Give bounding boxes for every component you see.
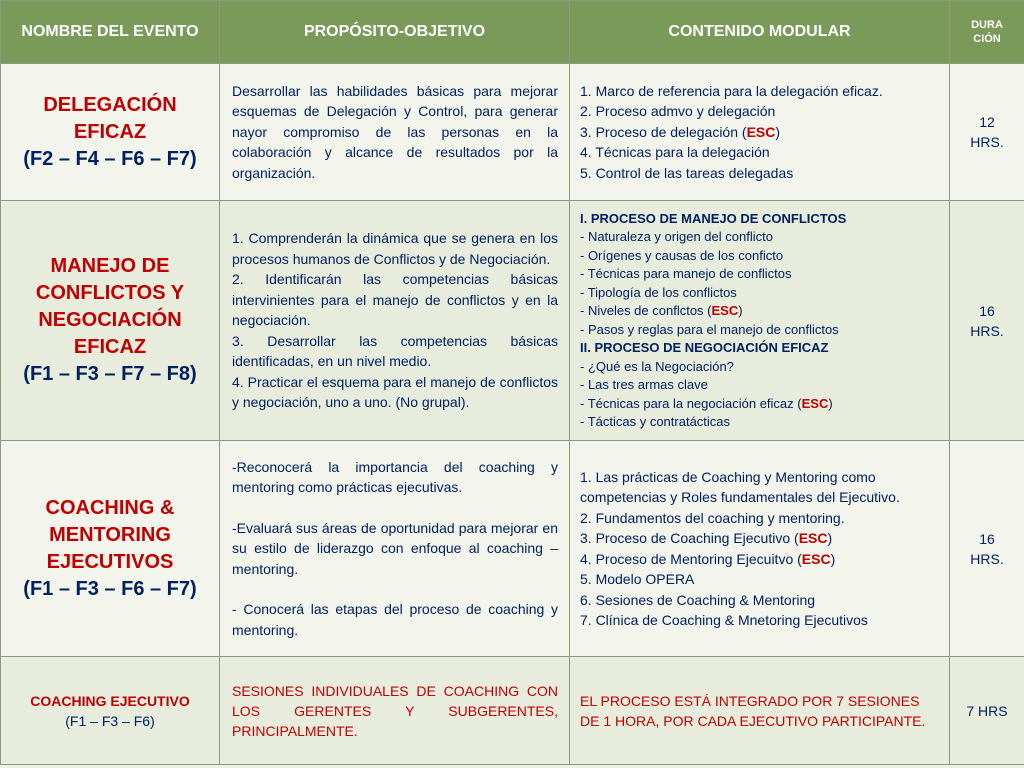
content-cell [570, 657, 950, 765]
event-name-line: MANEJO DE [50, 255, 170, 277]
header-duration-part-2: CIÓN [973, 33, 1001, 45]
table-row [1, 64, 1024, 201]
duration-cell: 16 HRS. [950, 441, 1024, 657]
content-line: - Orígenes y causas de los conficto [580, 247, 784, 263]
content-heading: I. PROCESO DE MANEJO DE CONFLICTOS [580, 210, 847, 226]
table-row [1, 201, 1024, 441]
event-name-cell [1, 64, 220, 201]
purpose-cell [220, 64, 570, 201]
event-name-cell [1, 441, 220, 657]
purpose-text: 4. Practicar el esquema para el manejo de conflictos y negociación, uno a uno. (No grupal). [232, 373, 558, 411]
table-header-row [1, 1, 1024, 64]
content-cell [570, 64, 950, 201]
content-line: - Niveles de conflctos (ESC) [580, 303, 743, 318]
header-purpose: PROPÓSITO-OBJETIVO [220, 1, 570, 64]
content-line: 1. Marco de referencia para la delegación eficaz. [580, 82, 883, 99]
purpose-cell [220, 657, 570, 765]
content-line: 2. Fundamentos del coaching y mentoring. [580, 509, 845, 526]
purpose-text: 3. Desarrollar las competencias básicas identificadas, en un nivel medio. [232, 332, 558, 370]
purpose-text: 2. Identificarán las competencias básicas intervinientes para el manejo de conflictos y en la negociación. [232, 271, 558, 329]
purpose-cell [220, 441, 570, 657]
content-line: - ¿Qué es la Negociación? [580, 358, 734, 374]
content-line: 4. Proceso de Mentoring Ejecuitvo (ESC) [580, 550, 836, 567]
content-line: 3. Proceso de Coaching Ejecutivo (ESC) [580, 530, 833, 546]
event-codes: (F1 – F3 – F6 – F7) [23, 577, 197, 600]
event-name-line: COACHING & [45, 496, 175, 519]
duration-cell: 7 HRS [950, 657, 1024, 765]
esc-tag: ESC [798, 530, 828, 546]
content-line: - Técnicas para la negociación eficaz (ESC) [580, 395, 833, 411]
content-line: - Las tres armas clave [580, 377, 708, 392]
esc-tag: ESC [711, 303, 739, 318]
esc-tag: ESC [801, 395, 829, 411]
content-line: - Pasos y reglas para el manejo de conflictos [580, 321, 839, 337]
content-line: 7. Clínica de Coaching & Mnetoring Ejecutivos [580, 612, 868, 628]
event-name-line: EFICAZ [73, 336, 147, 358]
purpose-text: 1. Comprenderán la dinámica que se genera en los procesos humanos de Conflictos y de Negociación. [232, 230, 558, 267]
event-name-line: EJECUTIVOS [46, 550, 174, 573]
content-line: - Tipología de los conflictos [580, 284, 737, 300]
content-line: 6. Sesiones de Coaching & Mentoring [580, 591, 816, 608]
content-line: 4. Técnicas para la delegación [580, 144, 770, 161]
duration-cell: 12 HRS. [950, 64, 1024, 201]
header-duration-part-1: DURA [971, 19, 1003, 31]
content-heading: II. PROCESO DE NEGOCIACIÓN EFICAZ [580, 340, 829, 355]
event-name-cell [1, 657, 220, 765]
header-duration [950, 1, 1024, 64]
purpose-text: -Reconocerá la importancia del coaching y mentoring como prácticas ejecutivas. [232, 458, 558, 496]
content-line: 5. Modelo OPERA [580, 571, 695, 587]
header-event-name: NOMBRE DEL EVENTO [1, 1, 220, 64]
event-name-cell [1, 201, 220, 441]
content-line: - Naturaleza y origen del conflicto [580, 229, 773, 244]
purpose-text: - Conocerá las etapas del proceso de coaching y mentoring. [232, 601, 558, 638]
purpose-text: SESIONES INDIVIDUALES DE COACHING CON LOS GERENTES Y SUBGERENTES, PRINCIPALMENTE. [232, 682, 558, 739]
event-name-line: EFICAZ [73, 120, 147, 143]
event-name-line: COACHING EJECUTIVO [30, 692, 190, 709]
event-codes: (F1 – F3 – F6) [65, 712, 155, 729]
esc-tag: ESC [801, 550, 831, 567]
event-codes: (F1 – F3 – F7 – F8) [23, 363, 197, 385]
content-line: 5. Control de las tareas delegadas [580, 164, 794, 181]
table-row [1, 657, 1024, 765]
event-codes: (F2 – F4 – F6 – F7) [23, 147, 197, 170]
event-name-line: CONFLICTOS Y [35, 282, 185, 304]
table-row [1, 441, 1024, 657]
purpose-text: Desarrollar las habilidades básicas para mejorar esquemas de Delegación y Control, para generar nayor compromiso de las personas en la colaboración y alcance de resultados por la organización. [232, 82, 558, 181]
esc-tag: ESC [746, 123, 776, 140]
purpose-text: -Evaluará sus áreas de oportunidad para mejorar en su estilo de liderazgo con enfoque al coaching – mentoring. [232, 519, 558, 577]
content-line: EL PROCESO ESTÁ INTEGRADO POR 7 SESIONES DE 1 HORA, POR CADA EJECUTIVO PARTICIPANTE. [580, 692, 926, 729]
header-content: CONTENIDO MODULAR [570, 1, 950, 64]
content-line: - Tácticas y contratácticas [580, 414, 731, 429]
content-cell [570, 441, 950, 657]
event-name-line: NEGOCIACIÓN [38, 309, 182, 331]
content-line: 1. Las prácticas de Coaching y Mentoring como competencias y Roles fundamentales del Ejecutivo. [580, 468, 900, 505]
duration-cell: 16 HRS. [950, 201, 1024, 441]
event-name-line: MENTORING [49, 523, 171, 546]
content-cell [570, 201, 950, 441]
content-line: - Técnicas para manejo de conflictos [580, 266, 792, 281]
content-line: 3. Proceso de delegación (ESC) [580, 123, 781, 140]
event-name-line: DELEGACIÓN [43, 93, 177, 116]
purpose-cell [220, 201, 570, 441]
content-line: 2. Proceso admvo y delegación [580, 103, 776, 120]
